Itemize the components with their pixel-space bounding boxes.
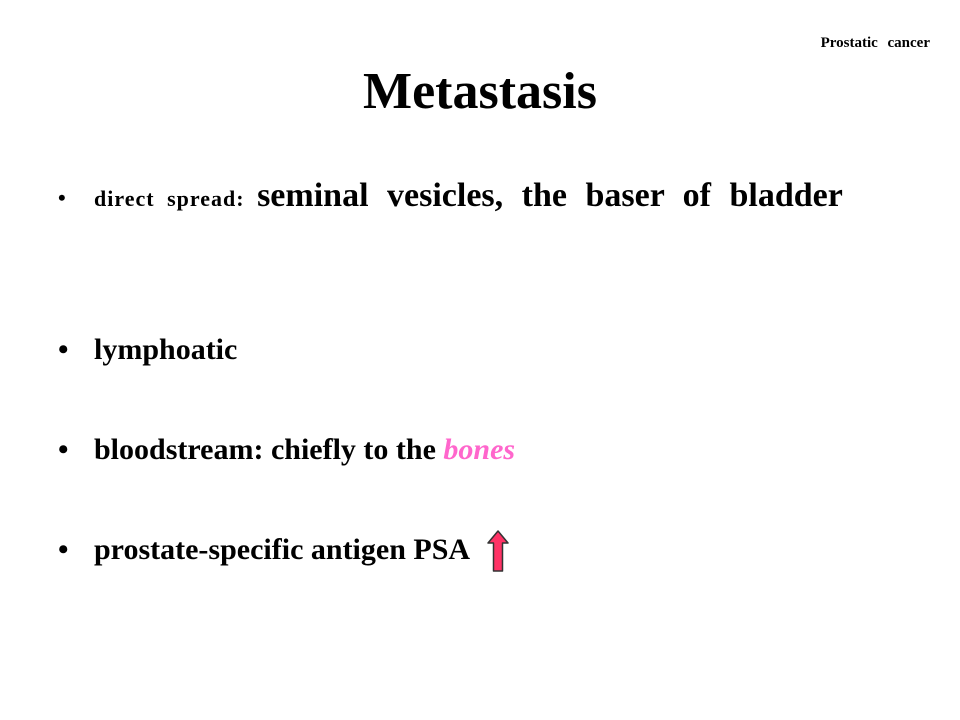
highlight-bones: bones — [443, 433, 516, 466]
bullet-dot: • — [58, 333, 69, 366]
bullet-lymphatic — [58, 328, 908, 372]
slide-title: Metastasis — [363, 63, 597, 120]
header-note: Prostatic cancer — [820, 35, 930, 51]
bullet-text: seminal vesicles, the baser of bladder — [257, 177, 843, 214]
bullet-text: prostate-specific antigen PSA — [94, 533, 471, 566]
bullet-lead: direct spread: — [94, 186, 258, 211]
bullet-content — [94, 528, 908, 586]
bullet-dot: • — [58, 433, 69, 466]
bullet-text: lymphoatic — [94, 333, 238, 366]
bullet-dot: • — [58, 185, 66, 210]
bullet-bloodstream — [58, 428, 908, 472]
bullet-dot: • — [58, 533, 69, 566]
bullet-psa — [58, 528, 908, 586]
bullet-content — [94, 174, 908, 221]
arrow-up-icon — [486, 529, 510, 586]
bullet-text: bloodstream: chiefly to the — [94, 433, 444, 466]
bullet-content — [94, 428, 908, 472]
bullet-direct-spread — [58, 174, 908, 221]
